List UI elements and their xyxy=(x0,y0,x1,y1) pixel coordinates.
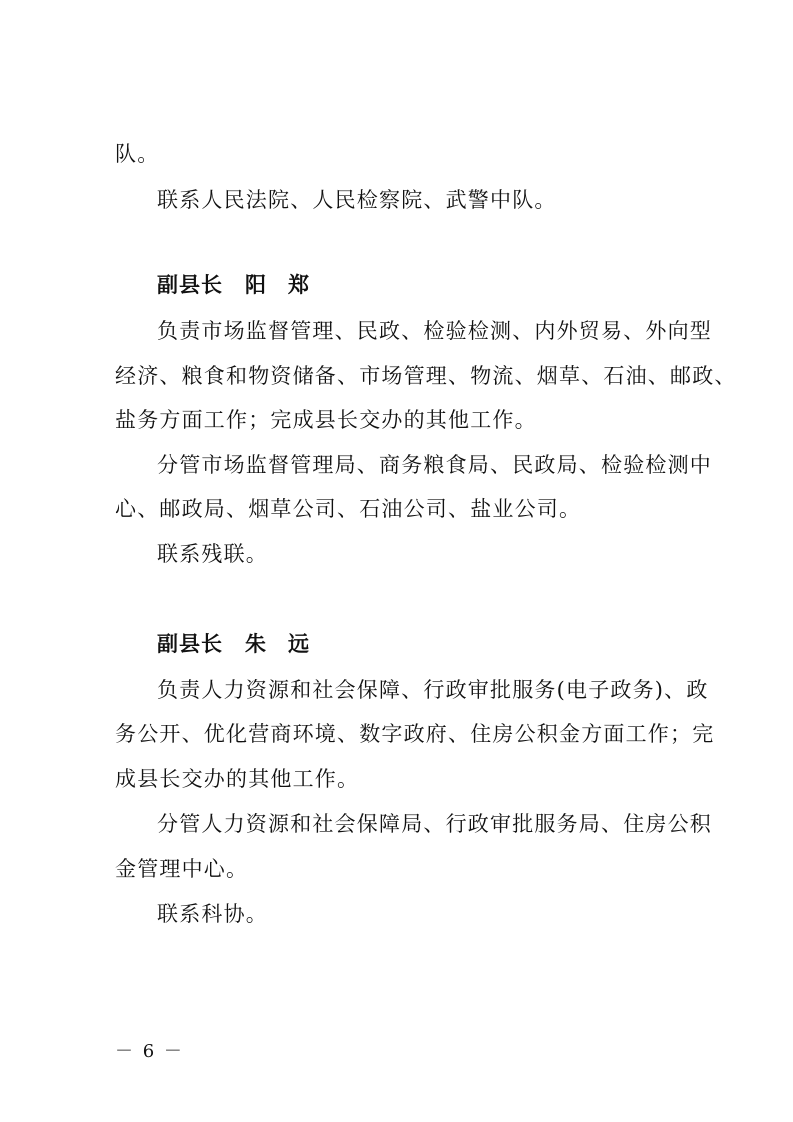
text-line: 负责市场监督管理、民政、检验检测、内外贸易、外向型 xyxy=(157,319,712,343)
text-line: 队。 xyxy=(115,142,160,166)
section-heading xyxy=(157,630,737,658)
page-number: － 6 － xyxy=(115,1041,184,1062)
official-title: 副县长 xyxy=(157,273,223,297)
section-heading xyxy=(157,271,737,299)
text-line: 分管人力资源和社会保障局、行政审批服务局、住房公积 xyxy=(157,812,712,836)
text-line: 联系人民法院、人民检察院、武警中队。 xyxy=(157,188,557,212)
text-line: 经济、粮食和物资储备、市场管理、物流、烟草、石油、邮政、 xyxy=(115,364,737,388)
text-line: 务公开、优化营商环境、数字政府、住房公积金方面工作；完 xyxy=(115,722,715,746)
text-line: 联系科协。 xyxy=(157,902,268,926)
text-line: 负责人力资源和社会保障、行政审批服务(电子政务)、政 xyxy=(157,678,709,702)
official-name: 阳郑 xyxy=(245,273,331,297)
text-line: 盐务方面工作；完成县长交办的其他工作。 xyxy=(115,408,537,432)
text-line: 联系残联。 xyxy=(157,542,268,566)
text-line: 金管理中心。 xyxy=(115,857,249,881)
text-line: 心、邮政局、烟草公司、石油公司、盐业公司。 xyxy=(115,497,582,521)
official-title: 副县长 xyxy=(157,632,223,656)
text-line: 分管市场监督管理局、商务粮食局、民政局、检验检测中 xyxy=(157,453,712,477)
text-line: 成县长交办的其他工作。 xyxy=(115,767,360,791)
official-name: 朱远 xyxy=(245,632,331,656)
